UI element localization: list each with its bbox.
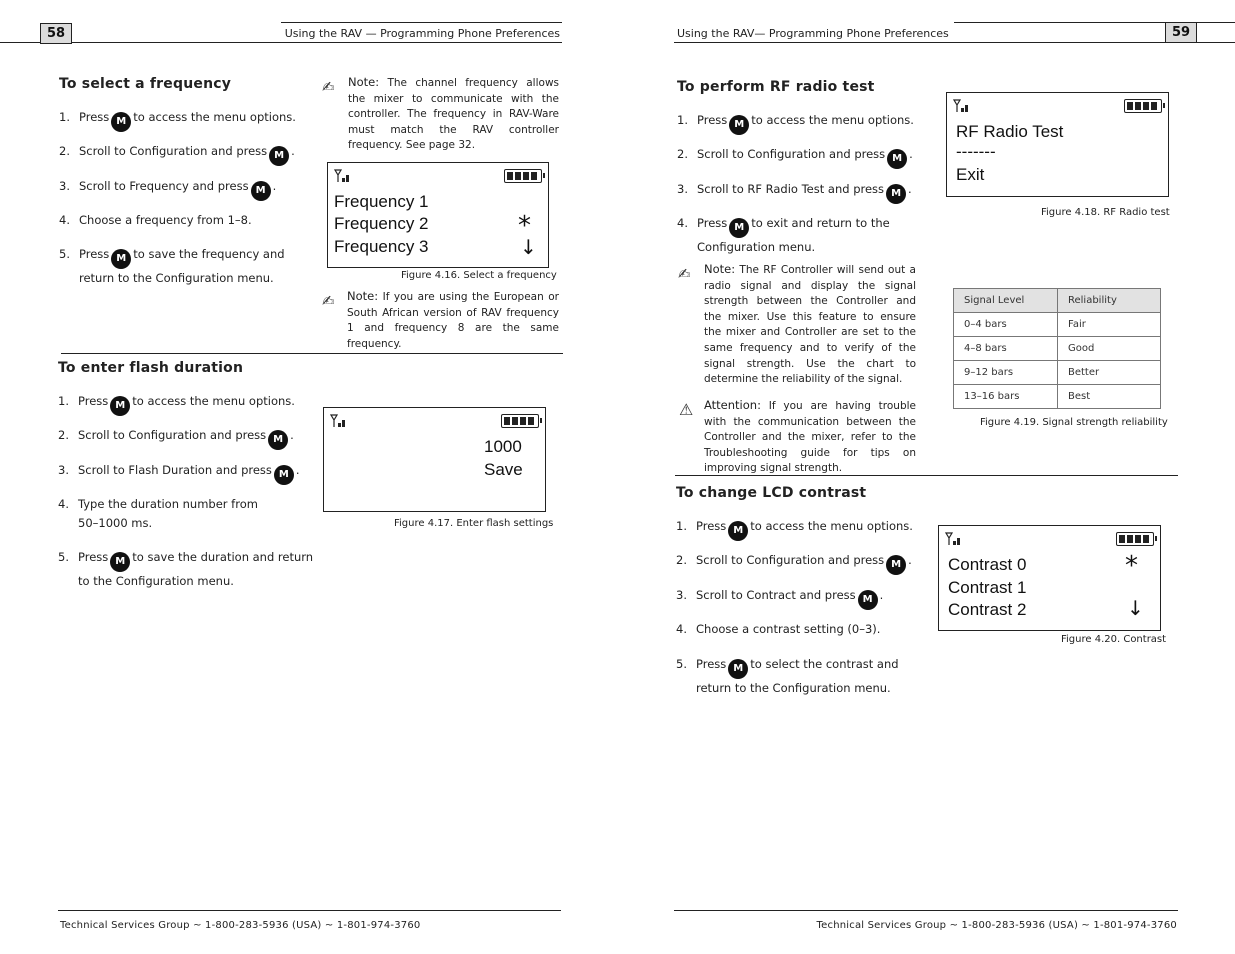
step-number: 2.	[676, 553, 687, 567]
m-button-icon: M	[729, 115, 749, 135]
note-text: The channel frequency allows the mixer to communicate with the controller. The frequency in RAV-Ware must match the RAV controller frequency. See page 32.	[348, 77, 559, 152]
step-number: 5.	[59, 247, 70, 261]
section-divider	[61, 353, 563, 354]
m-button-icon: M	[251, 181, 271, 201]
battery-icon	[504, 169, 542, 183]
m-button-icon: M	[729, 218, 749, 238]
note-pencil-icon: ✍	[322, 78, 335, 96]
section-divider	[675, 475, 1178, 476]
lcd-screen-rf-test	[946, 92, 1169, 197]
running-header	[677, 27, 949, 40]
table-caption: Figure 4.19. Signal strength reliability	[980, 417, 1168, 428]
lcd-line: Contrast 0	[948, 555, 1027, 574]
step-text: .	[272, 179, 277, 193]
attention-text: If you are having trouble with the communication between the Controller and the mixer, refer to the Troubleshooting guide for tips on improving signal strength.	[704, 400, 916, 475]
step-number: 2.	[59, 144, 70, 158]
step-item	[58, 392, 295, 416]
header-separator: —	[754, 27, 769, 40]
step-continuation: Configuration menu.	[697, 240, 816, 254]
step-item	[676, 620, 880, 639]
step-text: to access the menu options.	[133, 110, 296, 124]
step-text: Scroll to RF Radio Test and press	[697, 182, 885, 196]
step-number: 1.	[58, 394, 69, 408]
attention-note	[704, 398, 916, 477]
table-cell: 9–12 bars	[954, 361, 1058, 385]
table-header-row	[954, 289, 1161, 313]
step-text: Scroll to Configuration and press	[78, 428, 267, 442]
selected-asterisk-icon: *	[1125, 551, 1138, 581]
step-text: Press	[78, 394, 109, 408]
table-cell: 4–8 bars	[954, 337, 1058, 361]
m-button-icon: M	[728, 521, 748, 541]
header-separator: —	[362, 27, 381, 40]
m-button-icon: M	[110, 552, 130, 572]
step-text: to save the frequency and	[133, 247, 285, 261]
lcd-screen-contrast	[938, 525, 1161, 631]
step-item	[59, 177, 276, 201]
table-cell: Fair	[1058, 313, 1161, 337]
step-text: Scroll to Configuration and press	[696, 553, 885, 567]
note-frequency	[348, 75, 559, 154]
step-text: Choose a frequency from 1–8.	[79, 213, 252, 227]
step-text: .	[909, 147, 913, 161]
step-item	[676, 551, 912, 575]
header-rule	[674, 42, 1235, 43]
step-item	[676, 655, 899, 698]
step-continuation: return to the Configuration menu.	[696, 681, 891, 695]
step-continuation: 50–1000 ms.	[78, 516, 153, 530]
lcd-line: Save	[484, 460, 523, 479]
step-text: Press	[696, 519, 727, 533]
table-row	[954, 361, 1161, 385]
scroll-down-arrow-icon: ↓	[1127, 596, 1144, 620]
note-pencil-icon: ✍	[322, 292, 335, 310]
step-item	[58, 426, 294, 450]
step-text: .	[290, 428, 294, 442]
step-number: 3.	[676, 588, 687, 602]
battery-icon	[501, 414, 539, 428]
m-button-icon: M	[269, 146, 289, 166]
figure-caption: Figure 4.20. Contrast	[1061, 634, 1167, 645]
section-heading-flash: To enter flash duration	[58, 360, 244, 376]
step-text: Scroll to Flash Duration and press	[78, 463, 272, 477]
lcd-line: Contrast 2	[948, 600, 1027, 619]
table-row	[954, 313, 1161, 337]
step-item	[676, 517, 913, 541]
step-item	[58, 495, 258, 533]
lcd-line: 1000	[484, 437, 522, 456]
step-item	[677, 214, 890, 257]
header-rule-upper	[281, 22, 562, 23]
step-number: 1.	[676, 519, 687, 533]
step-text: Press	[79, 110, 110, 124]
lcd-line: -------	[956, 142, 996, 161]
lcd-screen-frequency	[327, 162, 549, 268]
table-cell: 13–16 bars	[954, 385, 1058, 409]
m-button-icon: M	[268, 430, 288, 450]
lcd-screen-flash	[323, 407, 546, 512]
note-pencil-icon: ✍	[678, 265, 691, 283]
lcd-line: Frequency 3	[334, 237, 429, 256]
step-item	[58, 461, 300, 485]
note-label: Note:	[347, 289, 379, 303]
m-button-icon: M	[858, 590, 878, 610]
step-number: 5.	[676, 657, 687, 671]
m-button-icon: M	[110, 396, 130, 416]
step-text: Press	[79, 247, 110, 261]
footer-rule	[674, 910, 1178, 911]
signal-reliability-table	[953, 288, 1161, 409]
attention-label: Attention:	[704, 398, 761, 412]
note-rf-test	[704, 262, 916, 388]
header-rule	[281, 42, 562, 43]
step-item	[677, 180, 912, 204]
note-text: The RF Controller will send out a radio signal and display the signal strength between the Controller and the mixer. Use this feature to ensure the mixer and Controller are set to the same frequency and to verify of the signal strength. Use the chart to determine the reliability of the signal.	[704, 264, 916, 386]
step-text: .	[879, 588, 884, 602]
page-number: 58	[40, 23, 72, 44]
step-text: Scroll to Contract and press	[696, 588, 856, 602]
step-item	[677, 111, 914, 135]
table-cell: Best	[1058, 385, 1161, 409]
header-brand: Using the RAV	[677, 27, 755, 40]
step-number: 2.	[58, 428, 69, 442]
footer-text: Technical Services Group ~ 1-800-283-5936 (USA) ~ 1-801-974-3760	[816, 920, 1177, 931]
attention-warning-icon: ⚠	[679, 400, 694, 419]
step-text: to access the menu options.	[750, 519, 913, 533]
step-text: Press	[696, 657, 727, 671]
note-label: Note:	[704, 262, 736, 276]
section-heading-frequency: To select a frequency	[59, 76, 232, 92]
step-item	[59, 211, 252, 230]
step-text: to select the contrast and	[750, 657, 899, 671]
table-cell: Good	[1058, 337, 1161, 361]
step-text: .	[295, 463, 300, 477]
m-button-icon: M	[111, 112, 131, 132]
step-number: 1.	[59, 110, 70, 124]
step-text: to save the duration and return	[132, 550, 314, 564]
step-text: .	[908, 553, 912, 567]
step-number: 3.	[59, 179, 70, 193]
step-continuation: return to the Configuration menu.	[79, 271, 274, 285]
figure-caption: Figure 4.18. RF Radio test	[1041, 207, 1170, 218]
step-text: Scroll to Configuration and press	[79, 144, 268, 158]
header-brand: Using the RAV	[284, 27, 363, 40]
step-item	[677, 145, 913, 169]
table-cell: Better	[1058, 361, 1161, 385]
step-number: 2.	[677, 147, 688, 161]
step-text: Press	[697, 113, 728, 127]
lcd-line: RF Radio Test	[956, 122, 1064, 141]
footer-text: Technical Services Group ~ 1-800-283-5936 (USA) ~ 1-801-974-3760	[60, 920, 421, 931]
table-cell: 0–4 bars	[954, 313, 1058, 337]
header-title: Programming Phone Preferences	[380, 27, 560, 40]
step-number: 4.	[677, 216, 688, 230]
lcd-line: Frequency 2	[334, 214, 429, 233]
step-text: Press	[78, 550, 109, 564]
running-header	[285, 27, 560, 40]
lcd-line: Contrast 1	[948, 578, 1027, 597]
note-text: If you are using the European or South African version of RAV frequency 1 and frequency 8 are the same frequency.	[347, 291, 559, 350]
header-title: Programming Phone Preferences	[768, 27, 949, 40]
step-item	[59, 245, 285, 288]
note-label: Note:	[348, 75, 380, 89]
section-heading-contrast: To change LCD contrast	[676, 485, 867, 501]
step-text: to access the menu options.	[751, 113, 914, 127]
step-item	[59, 108, 296, 132]
step-continuation: to the Configuration menu.	[78, 574, 234, 588]
figure-caption: Figure 4.17. Enter flash settings	[394, 518, 554, 529]
step-number: 1.	[677, 113, 688, 127]
m-button-icon: M	[274, 465, 294, 485]
step-item	[676, 586, 883, 610]
m-button-icon: M	[886, 555, 906, 575]
step-item	[58, 548, 313, 591]
section-heading-rf-test: To perform RF radio test	[677, 79, 875, 95]
antenna-icon	[330, 414, 348, 428]
step-number: 4.	[676, 622, 687, 636]
column-header: Signal Level	[954, 289, 1058, 313]
m-button-icon: M	[886, 184, 906, 204]
step-text: Type the duration number from	[78, 497, 258, 511]
step-text: Press	[697, 216, 728, 230]
note-european	[347, 289, 559, 352]
step-number: 3.	[677, 182, 688, 196]
selected-asterisk-icon: *	[518, 211, 531, 241]
step-number: 5.	[58, 550, 69, 564]
table-row	[954, 337, 1161, 361]
figure-caption: Figure 4.16. Select a frequency	[401, 270, 557, 281]
table-row	[954, 385, 1161, 409]
step-text: Choose a contrast setting (0–3).	[696, 622, 881, 636]
page-number: 59	[1165, 22, 1197, 43]
step-text: .	[908, 182, 912, 196]
lcd-line: Exit	[956, 165, 985, 184]
scroll-down-arrow-icon: ↓	[520, 235, 537, 259]
battery-icon	[1124, 99, 1162, 113]
battery-icon	[1116, 532, 1154, 546]
step-text: Scroll to Frequency and press	[79, 179, 249, 193]
step-item	[59, 142, 295, 166]
step-text: .	[291, 144, 295, 158]
step-number: 3.	[58, 463, 69, 477]
step-text: Scroll to Configuration and press	[697, 147, 886, 161]
m-button-icon: M	[111, 249, 131, 269]
antenna-icon	[953, 99, 971, 113]
step-text: to exit and return to the	[751, 216, 890, 230]
footer-rule	[58, 910, 561, 911]
m-button-icon: M	[887, 149, 907, 169]
step-number: 4.	[58, 497, 69, 511]
step-number: 4.	[59, 213, 70, 227]
column-header: Reliability	[1058, 289, 1161, 313]
step-text: to access the menu options.	[132, 394, 295, 408]
antenna-icon	[334, 169, 352, 183]
m-button-icon: M	[728, 659, 748, 679]
lcd-line: Frequency 1	[334, 192, 429, 211]
antenna-icon	[945, 532, 963, 546]
